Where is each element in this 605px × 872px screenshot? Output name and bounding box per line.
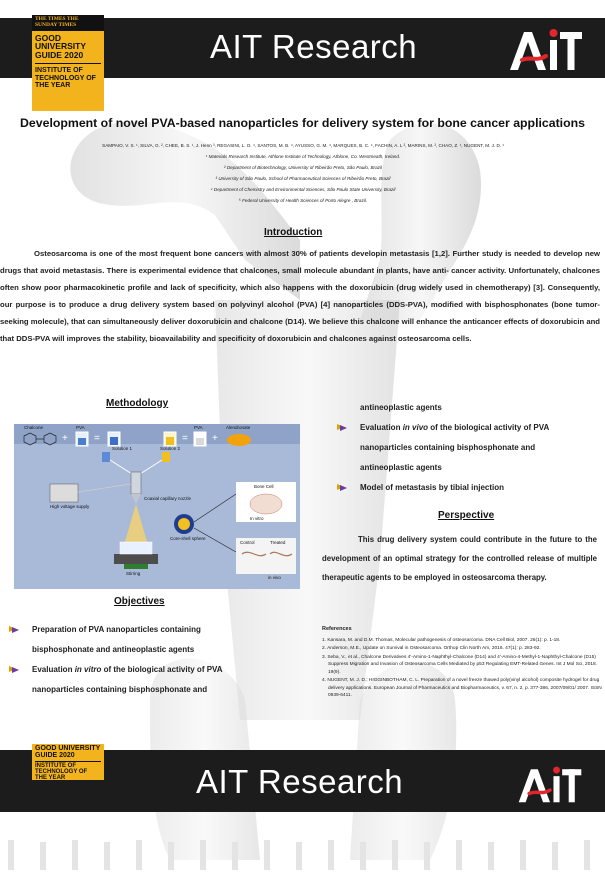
affiliation-2: ² Department of Biotechnology, University of Ribeirão Preto, São Paulo, Brazil [224,165,382,170]
arrow-bullet-icon [8,623,20,635]
reference-1: 1. Kansara, M. and D.M. Thomas, Molecular pathogenesis of osteosarcoma. DNA Cell Biol, 2007. 26(1): p. 1-18. [322,637,561,643]
introduction-text: Osteosarcoma is one of the most frequent bone cancers with almost 30% of patients developin metastasis [1,2]. Further study is needed to develop new drugs that avoid metastasis. There is experimental evidence that chalcones, small molecule abundant in plants, have anti- cancer activity. Unfortunately, chalcones often show poor pharmacokinetic profile and lack of specificity, which also happens with the doxorubicin (drug widely used in chemotherapy) [3]. Consequently, our purpose is to produce a drug delivery system based on polyvinyl alcohol (PVA) [4] nanoparticles (DDS-PVA), modified with bisphosphonates (bone tumor-seeking molecule), that can simultaneously deliver doxorubicin and chalcone (D14). We believe this chalcone will enhance the anticancer effects of doxorubicin and that DDS-PVA will improves the stability, bioavailability and specificity of doxorubicin and chalcones against osteosarcoma cells. [0,249,600,343]
objective-item-1-cont [8,640,308,660]
objective-right-continuation [336,398,604,418]
poster-title: Development of novel PVA-based nanoparticles for delivery system for bone cancer applications [20,116,585,130]
badge-times: THE TIMES THE SUNDAY TIMES [32,15,104,31]
fig-label-core-shell: Core-shell sphere [170,536,206,541]
references-heading: References [322,626,352,632]
objective-2-part-1: Evaluation [32,665,75,674]
svg-text:=: = [94,433,100,444]
badge-institute: INSTITUTE OF TECHNOLOGY OF THE YEAR [35,63,101,89]
reference-2: 2. Anderson, M.E., Update on Survival in Osteosarcoma. Orthop Clin North Am, 2016. 47(1): p. 283-92. [322,646,541,651]
reference-4: 4. NUGENT, M. J. D.; HIGGINBOTHAM, C. L. Preparation of a novel freeze thawed poly(vinyl alcohol) composite hydrogel for drug delivery applications. European Journal of Pharmaceutics and Biopharmaceutics, v. 67, n. 2, p. 377-386, 2007/09/01/ 2007. ISSN 0939-6411. [322,678,602,698]
objective-continuation-text: antineoplastic agents [360,403,442,412]
fig-label-bone-cell: Bone Cell [254,484,274,489]
fig-label-in-vivo: in vivo [268,575,281,580]
affiliation-3: ³ University of São Paulo, School of Pharmaceutical Sciences of Ribeirão Preto, Brazil [215,176,391,181]
objective-item-3 [336,418,604,438]
references-section [322,626,604,701]
authors-line: SAMPAIO, V. S. ¹, SILVA, G. ², CHEE, B. S. ¹, J. Henn ³, REGASINI, L. O. ⁴, SANTOS, M. B. ⁴, AYUSSO, G. M. ⁴, MARQUES, B. C. ⁴, FACHIN, A. L ², MARINS, M. ², CHAO, Z. ¹, NUGENT, M. J. D. ¹ [102,143,504,148]
objective-4-text: Model of metastasis by tibial injection [360,483,505,492]
objective-item-4 [336,478,604,498]
arrow-bullet-icon [336,421,348,433]
svg-text:+: + [212,433,218,444]
introduction-heading: Introduction [264,227,323,238]
objectives-heading: Objectives [114,596,165,607]
footer-title: AIT Research [196,763,404,800]
objective-3-italic: in vivo [402,423,429,432]
methodology-figure [14,424,300,589]
objective-3-part-2: of the biological activity of PVA [428,423,550,432]
fig-label-alendronate: Alendronate [226,425,251,430]
objective-item-2 [8,660,308,680]
fig-label-control: Control [240,540,255,545]
objective-item-3-cont-1 [336,438,604,458]
fig-label-voltage: High voltage supply [50,504,90,509]
fig-label-solution2: Solution 2 [160,446,181,451]
svg-text:+: + [62,433,68,444]
objectives-list [8,620,308,700]
footer-badge-institute: INSTITUTE OF TECHNOLOGY OF THE YEAR [35,761,101,780]
fig-label-solution1: Solution 1 [112,446,133,451]
arrow-bullet-icon [336,481,348,493]
author-list [48,140,558,206]
perspective-text: This drug delivery system could contribute in the future to the development of an optimal strategy for the controlled release of multiple therapeutic agents to be employed in osteosarcoma therapy. [322,535,597,582]
fig-label-capillary: Coaxial capillary nozzle [144,496,192,501]
objective-item-1 [8,620,308,640]
svg-text:=: = [182,433,188,444]
objective-3-part-1: Evaluation [360,423,403,432]
affiliation-1: ¹ Materials Research Institute, Athlone Institute of Technology, Athlone, Co. Westmeath, Ireland. [205,154,401,159]
affiliation-5: ⁵ Federal University of Health Sciences of Porto Alegre , Brazil. [238,198,368,203]
fig-label-treated: Treated [270,540,286,545]
reference-3: 3. Seba, V., et al., Chalcone Derivatives 4'-Amino-1-Naphthyl-Chalcone (D14) and 4'-Amino-4-Methyl-1-Naphthyl-Chalcone (D15) Suppress Migration and Invasion of Osteosarcoma Cells Mediated by p53 Regulating EMT-Related Genes. Int J Mol Sci, 2018. 19(9). [322,654,598,675]
badge-guide: GOOD UNIVERSITY GUIDE 2020 [35,32,86,61]
objective-1-line-1: Preparation of PVA nanoparticles containing [32,625,201,634]
fig-label-chalcone: Chalcone [24,425,44,430]
objectives-right-list [336,398,604,498]
arrow-bullet-icon [8,663,20,675]
header-title: AIT Research [210,28,418,65]
objective-3-line-3: antineoplastic agents [360,463,442,472]
objective-1-line-2: bisphosphonate and antineoplastic agents [32,645,195,654]
methodology-heading: Methodology [106,398,169,409]
fig-label-pva: PVA [76,425,85,430]
fig-label-pva-2: PVA [194,425,203,430]
fig-label-stirring: Stirring [126,571,141,576]
affiliation-4: ⁴ Department of Chemistry and Environmental Sciences, São Paulo State University, Brazil [210,187,396,192]
footer-badge-guide: GOOD UNIVERSITY GUIDE 2020 [35,745,101,760]
fig-label-in-vitro: In vitro [250,516,264,521]
objective-3-line-2: nanoparticles containing bisphosphonate and [360,443,536,452]
objective-2-italic: in vitro [74,665,102,674]
objective-2-line-2: nanoparticles containing bisphosphonate and [32,685,208,694]
perspective-heading: Perspective [438,510,495,521]
objective-item-2-cont [8,680,308,700]
objective-2-part-2: of the biological activity of PVA [101,665,223,674]
objective-item-3-cont-2 [336,458,604,478]
